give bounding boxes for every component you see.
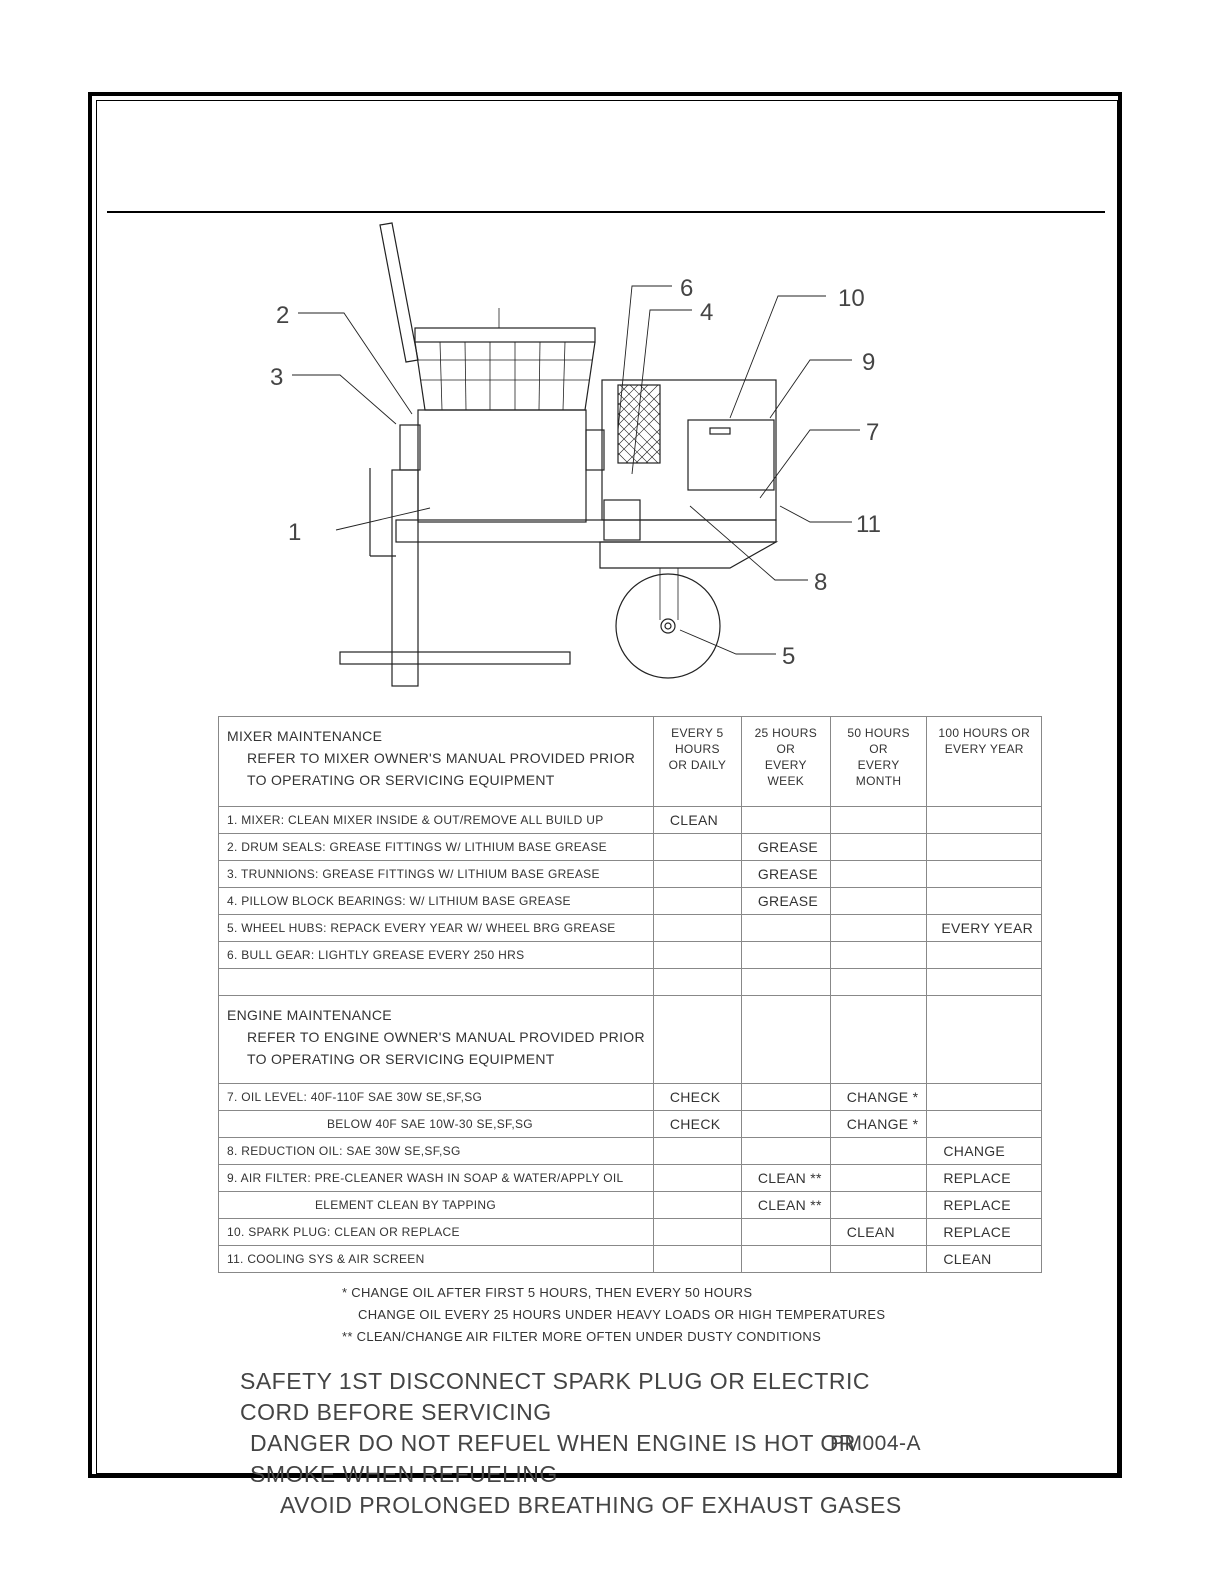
interval-cell: GREASE (741, 861, 830, 888)
interval-cell (741, 1246, 830, 1273)
footnote-1: * CHANGE OIL AFTER FIRST 5 HOURS, THEN EVERY 50 HOURS (342, 1285, 753, 1300)
engine-section-title: ENGINE MAINTENANCE (227, 1007, 392, 1023)
task-cell: 5. WHEEL HUBS: REPACK EVERY YEAR W/ WHEEL BRG GREASE (219, 915, 654, 942)
task-cell: ELEMENT CLEAN BY TAPPING (219, 1192, 654, 1219)
interval-cell (741, 915, 830, 942)
callout-11: 11 (856, 511, 881, 538)
task-cell: 3. TRUNNIONS: GREASE FITTINGS W/ LITHIUM BASE GREASE (219, 861, 654, 888)
task-cell: BELOW 40F SAE 10W-30 SE,SF,SG (219, 1111, 654, 1138)
interval-cell (741, 942, 830, 969)
interval-cell: CHECK (653, 1084, 741, 1111)
interval-cell (830, 1165, 927, 1192)
interval-cell (830, 1138, 927, 1165)
interval-cell: REPLACE (927, 1165, 1042, 1192)
callout-8: 8 (814, 569, 828, 596)
mixer-section-header (219, 717, 654, 807)
column-header-50-hours: 50 HOURS OR EVERY MONTH (830, 717, 927, 807)
engine-section-header (219, 996, 654, 1084)
task-cell: 9. AIR FILTER: PRE-CLEANER WASH IN SOAP & WATER/APPLY OIL (219, 1165, 654, 1192)
callout-7: 7 (866, 419, 880, 446)
interval-cell (653, 861, 741, 888)
tow-tongue-post (392, 470, 418, 686)
table-row (219, 888, 1042, 915)
safety-line-3: AVOID PROLONGED BREATHING OF EXHAUST GASES (280, 1492, 902, 1518)
interval-cell: CLEAN ** (741, 1192, 830, 1219)
interval-cell: CHANGE * (830, 1111, 927, 1138)
table-row-empty (219, 969, 1042, 996)
interval-cell: CHECK (653, 1111, 741, 1138)
interval-cell (653, 1138, 741, 1165)
footnote-2: ** CLEAN/CHANGE AIR FILTER MORE OFTEN UNDER DUSTY CONDITIONS (342, 1329, 822, 1344)
interval-cell: REPLACE (927, 1219, 1042, 1246)
table-row (219, 1138, 1042, 1165)
interval-cell (830, 1192, 927, 1219)
mixer-header-row (219, 717, 1042, 807)
table-row (219, 1192, 1042, 1219)
interval-cell (830, 861, 927, 888)
interval-cell: CHANGE (927, 1138, 1042, 1165)
task-cell: 7. OIL LEVEL: 40F-110F SAE 30W SE,SF,SG (219, 1084, 654, 1111)
table-row (219, 1219, 1042, 1246)
interval-cell (741, 1084, 830, 1111)
header-rule (107, 211, 1105, 213)
mixer-section-title: MIXER MAINTENANCE (227, 728, 383, 744)
interval-cell: GREASE (741, 888, 830, 915)
mixer-section-subtitle-2: TO OPERATING OR SERVICING EQUIPMENT (247, 772, 555, 788)
table-row (219, 1165, 1042, 1192)
task-cell: 4. PILLOW BLOCK BEARINGS: W/ LITHIUM BASE GREASE (219, 888, 654, 915)
table-row (219, 915, 1042, 942)
table-row (219, 807, 1042, 834)
table-row (219, 1246, 1042, 1273)
callout-3: 3 (270, 364, 284, 391)
interval-cell (741, 807, 830, 834)
table-row (219, 942, 1042, 969)
interval-cell (927, 834, 1042, 861)
interval-cell: CHANGE * (830, 1084, 927, 1111)
footnotes (342, 1282, 885, 1348)
interval-cell (830, 888, 927, 915)
interval-cell: REPLACE (927, 1192, 1042, 1219)
task-cell: 2. DRUM SEALS: GREASE FITTINGS W/ LITHIUM BASE GREASE (219, 834, 654, 861)
table-row (219, 834, 1042, 861)
callout-10: 10 (838, 285, 865, 312)
interval-cell (741, 1219, 830, 1246)
interval-cell (830, 834, 927, 861)
footnote-1-cont: CHANGE OIL EVERY 25 HOURS UNDER HEAVY LOADS OR HIGH TEMPERATURES (358, 1307, 886, 1322)
interval-cell (927, 942, 1042, 969)
column-header-5-hours: EVERY 5 HOURS OR DAILY (653, 717, 741, 807)
safety-line-2: DANGER DO NOT REFUEL WHEN ENGINE IS HOT OR SMOKE WHEN REFUELING (250, 1430, 856, 1487)
interval-cell: EVERY YEAR (927, 915, 1042, 942)
dump-handle (380, 223, 418, 362)
interval-cell (830, 807, 927, 834)
interval-cell (653, 888, 741, 915)
safety-warnings (230, 1366, 930, 1521)
mixer-diagram (220, 215, 940, 695)
document-code: PM004-A (830, 1432, 922, 1455)
maintenance-table (218, 716, 1042, 1273)
wheel (616, 574, 720, 678)
engine-section-subtitle-2: TO OPERATING OR SERVICING EQUIPMENT (247, 1051, 555, 1067)
interval-cell (653, 942, 741, 969)
interval-cell (741, 1138, 830, 1165)
interval-cell (927, 1111, 1042, 1138)
engine-section-subtitle-1: REFER TO ENGINE OWNER'S MANUAL PROVIDED PRIOR (247, 1029, 645, 1045)
task-cell: 8. REDUCTION OIL: SAE 30W SE,SF,SG (219, 1138, 654, 1165)
interval-cell (653, 1246, 741, 1273)
interval-cell (927, 807, 1042, 834)
table-row (219, 861, 1042, 888)
safety-line-1: SAFETY 1ST DISCONNECT SPARK PLUG OR ELECTRIC CORD BEFORE SERVICING (240, 1368, 870, 1425)
interval-cell (830, 1246, 927, 1273)
interval-cell: CLEAN (830, 1219, 927, 1246)
task-cell: 11. COOLING SYS & AIR SCREEN (219, 1246, 654, 1273)
callout-2: 2 (276, 302, 290, 329)
column-header-100-hours: 100 HOURS OR EVERY YEAR (927, 717, 1042, 807)
interval-cell (653, 1219, 741, 1246)
interval-cell (927, 888, 1042, 915)
task-cell: 1. MIXER: CLEAN MIXER INSIDE & OUT/REMOVE ALL BUILD UP (219, 807, 654, 834)
engine-header-row (219, 996, 1042, 1084)
interval-cell: GREASE (741, 834, 830, 861)
callout-9: 9 (862, 349, 876, 376)
interval-cell: CLEAN (927, 1246, 1042, 1273)
interval-cell (830, 915, 927, 942)
mixer-drum (418, 410, 586, 522)
task-cell: 6. BULL GEAR: LIGHTLY GREASE EVERY 250 HRS (219, 942, 654, 969)
interval-cell (653, 915, 741, 942)
callout-5: 5 (782, 643, 796, 670)
task-cell: 10. SPARK PLUG: CLEAN OR REPLACE (219, 1219, 654, 1246)
interval-cell (653, 834, 741, 861)
column-header-25-hours: 25 HOURS OR EVERY WEEK (741, 717, 830, 807)
mixer-section-subtitle-1: REFER TO MIXER OWNER'S MANUAL PROVIDED PRIOR (247, 750, 636, 766)
interval-cell: CLEAN ** (741, 1165, 830, 1192)
callout-6: 6 (680, 275, 694, 302)
interval-cell (927, 861, 1042, 888)
interval-cell (927, 1084, 1042, 1111)
engine-housing (602, 380, 776, 520)
table-row (219, 1111, 1042, 1138)
callout-4: 4 (700, 299, 714, 326)
table-row (219, 1084, 1042, 1111)
interval-cell (741, 1111, 830, 1138)
interval-cell (653, 1165, 741, 1192)
interval-cell (830, 942, 927, 969)
interval-cell (653, 1192, 741, 1219)
callout-1: 1 (288, 519, 302, 546)
interval-cell: CLEAN (653, 807, 741, 834)
